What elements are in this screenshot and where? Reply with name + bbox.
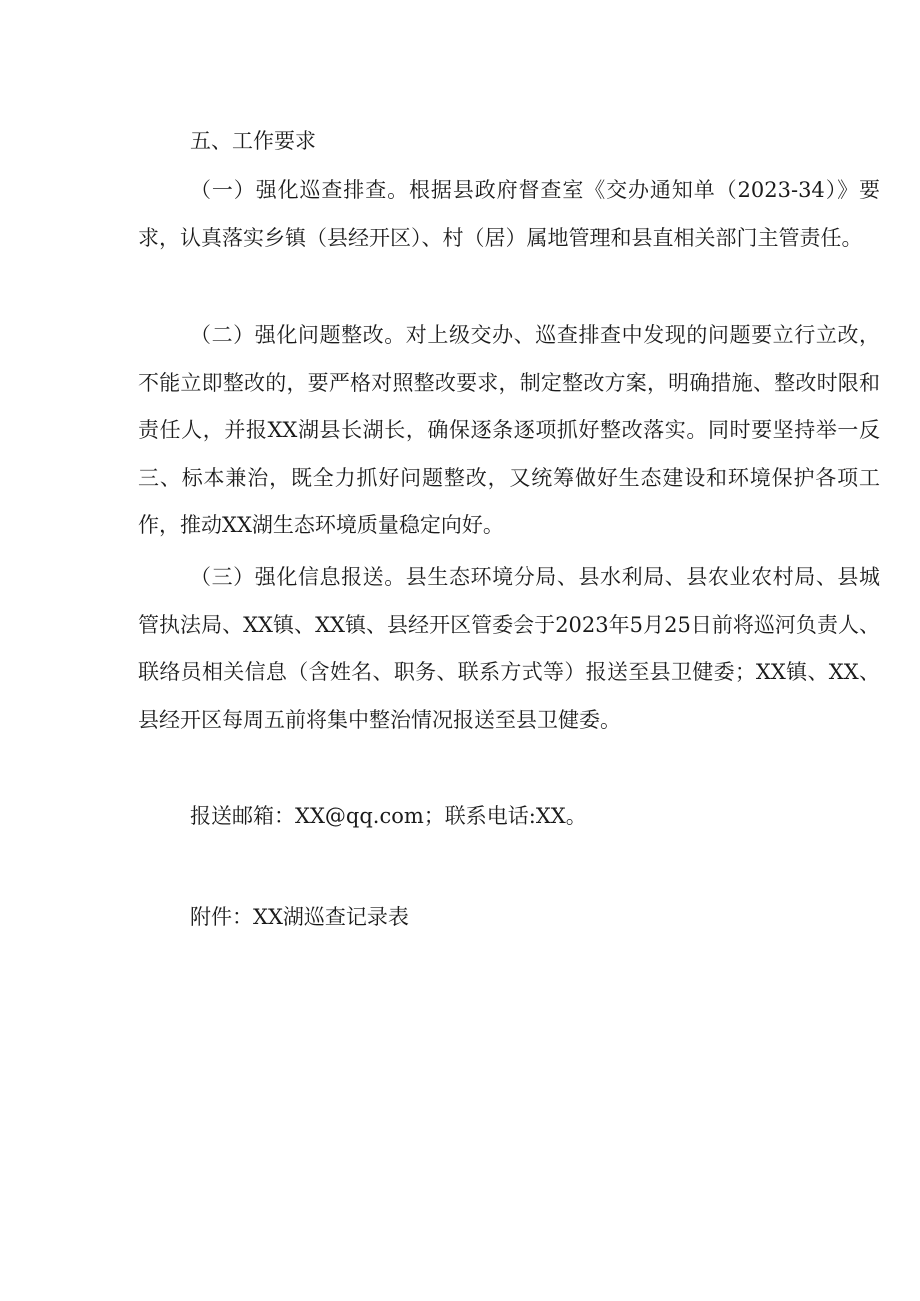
paragraph-reporting: （三）强化信息报送。县生态环境分局、县水利局、县农业农村局、县城管执法局、XX镇、XX镇、县经开区管委会于2023年5月25日前将巡河负责人、联络员相关信息（含姓名、职务、联系方式等）报送至县卫健委；XX镇、XX、县经开区每周五前将集中整治情况报送至县卫健委。 bbox=[138, 565, 880, 732]
section-heading: 五、工作要求 bbox=[190, 129, 316, 153]
attachment-line: 附件：XX湖巡查记录表 bbox=[190, 905, 409, 929]
paragraph-rectification: （二）强化问题整改。对上级交办、巡查排查中发现的问题要立行立改，不能立即整改的，要严格对照整改要求，制定整改方案，明确措施、整改时限和责任人，并报XX湖县长湖长，确保逐条逐项抓好整改落实。同时要坚持举一反三、标本兼治，既全力抓好问题整改，又统筹做好生态建设和环境保护各项工作，推动XX湖生态环境质量稳定向好。 bbox=[138, 323, 880, 537]
paragraph-inspection: （一）强化巡查排查。根据县政府督查室《交办通知单（2023-34）》要求，认真落实乡镇（县经开区）、村（居）属地管理和县直相关部门主管责任。 bbox=[138, 178, 880, 250]
contact-line: 报送邮箱：XX@qq.com；联系电话:XX。 bbox=[190, 804, 587, 828]
